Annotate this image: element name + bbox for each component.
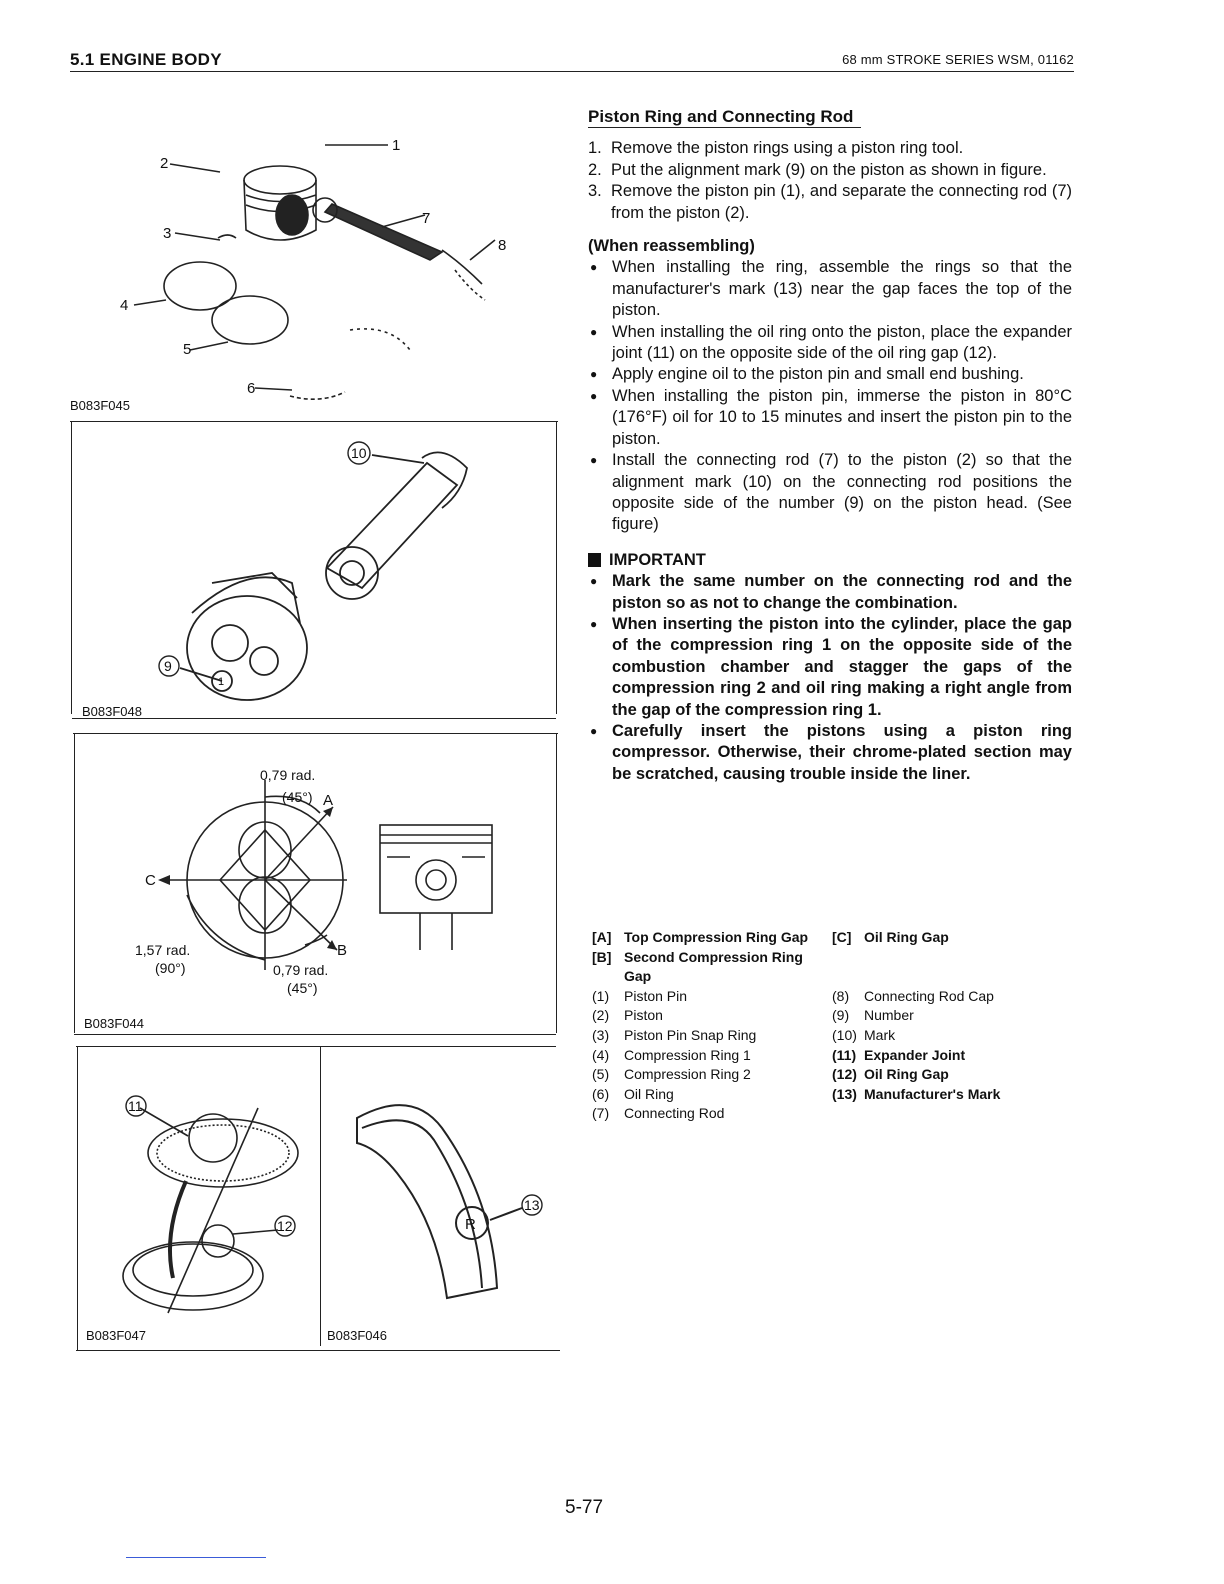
figure-id-b083f044: B083F044 <box>84 1016 144 1031</box>
label-a: A <box>323 792 334 809</box>
legend-item <box>832 1046 1072 1066</box>
legend-key: (11) <box>832 1046 857 1063</box>
legend-key: (2) <box>592 1007 610 1024</box>
angle-a-deg: (45°) <box>282 789 313 805</box>
page-number: 5-77 <box>565 1497 604 1518</box>
angle-b-deg: (45°) <box>287 980 318 996</box>
legend-item <box>832 1006 1072 1026</box>
exploded-piston-drawing <box>70 100 560 418</box>
list-item: ● Install the connecting rod (7) to the piston (2) so that the alignment mark (10) on the connecting rod positions the opposite side of the number (9) on the piston head. (See figure) <box>588 450 1072 536</box>
legend-item <box>592 948 832 987</box>
legend-item <box>592 1006 832 1026</box>
parts-legend <box>592 928 1072 1124</box>
legend-item <box>832 928 1072 948</box>
label-b: B <box>337 942 348 959</box>
legend-label: Second Compression Ring Gap <box>624 948 803 985</box>
legend-key: (1) <box>592 987 610 1004</box>
section-title: Piston Ring and Connecting Rod <box>588 106 861 128</box>
legend-item <box>832 1085 1072 1105</box>
divider <box>76 1350 320 1351</box>
figure-ring-gap-angles <box>75 735 555 1015</box>
list-item: ● When installing the oil ring onto the piston, place the expander joint (11) on the opposite side of the oil ring gap (12). <box>588 322 1072 365</box>
legend-item <box>592 1085 832 1105</box>
divider <box>73 733 558 734</box>
angle-b-rad: 0,79 rad. <box>273 962 329 978</box>
figure-id-b083f047: B083F047 <box>86 1328 146 1343</box>
legend-column <box>832 928 1072 987</box>
legend-key: [B] <box>592 948 612 965</box>
legend-key: (8) <box>832 987 850 1004</box>
callout-12: 12 <box>277 1218 293 1234</box>
legend-label: Piston Pin Snap Ring <box>624 1026 757 1043</box>
important-title: IMPORTANT <box>609 550 706 569</box>
legend-item <box>832 1026 1072 1046</box>
footer-link-line <box>126 1557 266 1558</box>
legend-item <box>832 1065 1072 1085</box>
step-text: Put the alignment mark (9) on the piston as shown in figure. <box>611 160 1047 179</box>
legend-key: (7) <box>592 1105 610 1122</box>
legend-key: (5) <box>592 1066 610 1083</box>
manufacturer-mark-letter: R <box>465 1216 476 1233</box>
legend-numbers <box>592 987 1072 1124</box>
step-text: Remove the piston rings using a piston ring tool. <box>611 139 964 158</box>
legend-key: [C] <box>832 929 852 945</box>
legend-label: Mark <box>864 1026 896 1043</box>
oil-ring-drawing <box>78 1048 318 1324</box>
legend-label: Oil Ring Gap <box>864 929 949 945</box>
legend-label: Compression Ring 2 <box>624 1066 751 1083</box>
legend-item <box>832 987 1072 1007</box>
legend-label: Piston <box>624 1007 663 1024</box>
legend-item <box>592 1104 832 1124</box>
important-square-icon <box>588 553 601 567</box>
angle-c-rad: 1,57 rad. <box>135 942 191 958</box>
important-heading <box>588 550 1072 571</box>
procedure-text <box>588 106 1072 785</box>
legend-label: Compression Ring 1 <box>624 1046 751 1063</box>
figure-id-b083f045: B083F045 <box>70 398 130 413</box>
legend-key: (4) <box>592 1046 610 1063</box>
manual-series: 68 mm STROKE SERIES WSM, 01162 <box>842 52 1074 67</box>
callout-4: 4 <box>120 297 129 314</box>
legend-item <box>592 1026 832 1046</box>
reassembling-list <box>588 257 1072 535</box>
callout-10: 10 <box>351 445 367 461</box>
callout-9: 9 <box>164 658 172 674</box>
legend-key: (12) <box>832 1066 857 1083</box>
callout-13: 13 <box>524 1197 540 1213</box>
legend-label: Connecting Rod Cap <box>864 987 994 1004</box>
frame-middle <box>320 1046 321 1346</box>
frame-right <box>556 733 557 1033</box>
list-item: ● Carefully insert the pistons using a piston ring compressor. Otherwise, their chrome-plated section may be scratched, causing trouble inside the liner. <box>588 721 1072 785</box>
alignment-marks-drawing <box>72 423 556 713</box>
list-item: ● Apply engine oil to the piston pin and small end bushing. <box>588 364 1072 385</box>
figure-alignment-marks <box>72 423 556 713</box>
legend-key: (9) <box>832 1007 850 1024</box>
figure-exploded-piston <box>70 100 560 418</box>
angle-a-rad: 0,79 rad. <box>260 767 316 783</box>
callout-1: 1 <box>392 137 401 154</box>
legend-label: Piston Pin <box>624 987 688 1004</box>
legend-key: (10) <box>832 1026 857 1043</box>
figure-id-b083f046: B083F046 <box>327 1328 387 1343</box>
legend-item <box>592 1046 832 1066</box>
angle-c-deg: (90°) <box>155 960 186 976</box>
legend-label: Oil Ring <box>624 1085 674 1102</box>
step-item <box>588 181 1072 224</box>
legend-item <box>592 1065 832 1085</box>
ring-gap-drawing <box>75 735 555 1015</box>
callout-11: 11 <box>128 1098 143 1114</box>
callout-1-pin: 1 <box>218 676 225 688</box>
divider <box>70 421 558 422</box>
figure-manufacturer-mark <box>322 1048 556 1324</box>
frame-right <box>556 421 557 714</box>
legend-key: (6) <box>592 1085 610 1102</box>
callout-8: 8 <box>498 237 507 254</box>
header-rule <box>70 71 1074 72</box>
step-number: 1. <box>588 139 602 158</box>
step-number: 2. <box>588 160 602 179</box>
divider <box>320 1350 560 1351</box>
divider <box>72 718 556 719</box>
legend-label: Top Compression Ring Gap <box>624 929 809 945</box>
callout-6: 6 <box>247 380 256 397</box>
legend-key: (3) <box>592 1026 610 1043</box>
legend-item <box>592 987 832 1007</box>
step-number: 3. <box>588 182 602 201</box>
legend-column <box>832 987 1072 1124</box>
figure-id-b083f048: B083F048 <box>82 704 142 719</box>
divider <box>74 1034 556 1035</box>
label-c: C <box>145 872 156 889</box>
legend-item <box>592 928 832 948</box>
legend-label: Oil Ring Gap <box>864 1066 949 1083</box>
step-text: Remove the piston pin (1), and separate the connecting rod (7) from the piston (2). <box>611 182 1072 222</box>
legend-column <box>592 928 832 987</box>
legend-column <box>592 987 832 1124</box>
section-header: 5.1 ENGINE BODY <box>70 50 222 69</box>
divider <box>76 1046 556 1047</box>
important-list <box>588 571 1072 785</box>
callout-2: 2 <box>160 155 169 172</box>
ring-segment-drawing <box>322 1048 556 1324</box>
list-item: ● When installing the ring, assemble the rings so that the manufacturer's mark (13) near the gap faces the top of the piston. <box>588 257 1072 321</box>
legend-key: (13) <box>832 1085 857 1102</box>
legend-label: Expander Joint <box>864 1046 966 1063</box>
callout-3: 3 <box>163 225 172 242</box>
legend-label: Connecting Rod <box>624 1105 725 1122</box>
legend-key: [A] <box>592 929 612 945</box>
figure-oil-ring-gap <box>78 1048 318 1324</box>
reassembling-title: (When reassembling) <box>588 237 755 256</box>
callout-5: 5 <box>183 341 192 358</box>
steps-list <box>588 138 1072 224</box>
list-item: ● When inserting the piston into the cylinder, place the gap of the compression ring 1 on the opposite side of the combustion chamber and stagger the gaps of the compression ring 2 and oil ring making a right angle from the gap of the compression ring 1. <box>588 614 1072 721</box>
list-item: ● When installing the piston pin, immerse the piston in 80°C (176°F) oil for 10 to 15 minutes and insert the piston pin to the piston. <box>588 386 1072 450</box>
list-item: ● Mark the same number on the connecting rod and the piston so as not to change the combination. <box>588 571 1072 614</box>
legend-label: Manufacturer's Mark <box>864 1085 1001 1102</box>
step-item <box>588 160 1072 181</box>
callout-7: 7 <box>422 210 431 227</box>
legend-label: Number <box>864 1007 914 1024</box>
legend-letters <box>592 928 1072 987</box>
step-item <box>588 138 1072 159</box>
